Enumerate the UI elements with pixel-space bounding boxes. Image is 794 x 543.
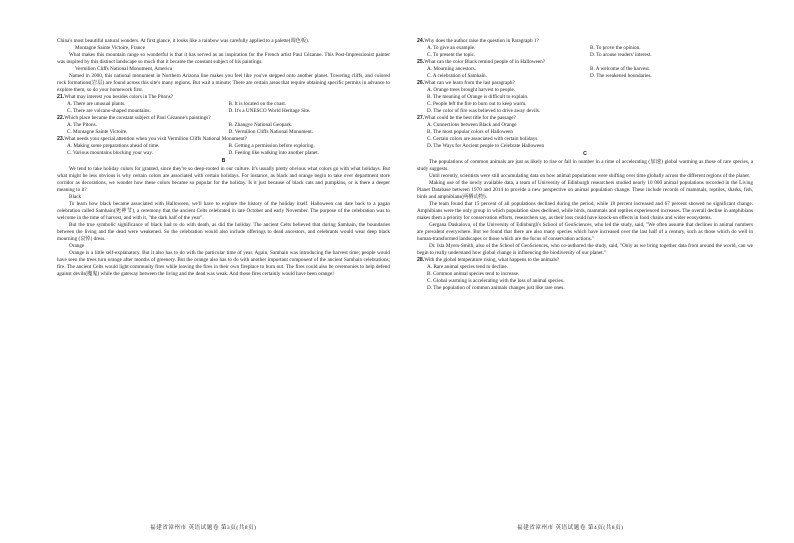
- option-a[interactable]: A. The Pitons.: [67, 122, 97, 128]
- option-d[interactable]: D. The Ways for Ancient people to Celebrate Halloween: [427, 143, 545, 149]
- sainte-victoire-heading: Montagne Sainte Victoire, France: [75, 45, 145, 51]
- left-column: [57, 38, 390, 278]
- question-24: [417, 38, 753, 59]
- option-c[interactable]: C. Various mountains blocking your way.: [67, 150, 153, 156]
- question-number: 21.: [57, 94, 65, 100]
- section-b-heading: B: [221, 158, 226, 164]
- passage-b-paragraph-2: To learn how black became associated with Halloween, we'll have to explore the history of the holiday itself. Halloween can date back to a pagan celebration called Samhain(死神节), a ceremony that the ancient Celts celebrated in late October and early November. The purpose of the celebration was to welcome in the time of harvest, and with it, "the dark half of the year".: [57, 201, 390, 221]
- option-a[interactable]: A. Mourning ancestors.: [427, 66, 476, 72]
- vermilion-cliffs-paragraph: Named in 2000, this national monument in Northern Arizona line makes you feel like you've stepped onto another planet. Towering cliffs, and colored rock formations(岩层) are found across this site's many regions. But wait a minute; There are certain areas that require obtaining specific permits in advance to explore them, so do your homework first.: [57, 73, 390, 93]
- option-d[interactable]: D. The population of common animals changes just like rare ones.: [427, 285, 565, 291]
- question-stem: Which place became the constant subject of Paul Cézanne's paintings?: [64, 115, 211, 121]
- page-footer-left: 福建省漳州市 英语试题卷 第3页(共8页): [150, 525, 257, 531]
- option-d[interactable]: D. The color of fire was believed to drive away devils.: [427, 108, 541, 114]
- option-c[interactable]: C. A celebration of Samhain.: [427, 73, 487, 79]
- question-22: [57, 115, 390, 136]
- option-a[interactable]: A. Rare animal species tend to decline.: [427, 264, 508, 270]
- question-stem: What could be the best title for the passage?: [424, 115, 516, 121]
- question-number: 24.: [417, 38, 425, 44]
- question-stem: What can we learn from the last paragraph?: [424, 80, 515, 86]
- passage-c-paragraph-2: Until recently, scientists were still accumulating data on how animal populations were shifting over time globally across the different regions of the planet.: [429, 173, 751, 179]
- option-c[interactable]: C. To present the topic.: [427, 52, 476, 58]
- option-a[interactable]: A. Making some preparations ahead of time.: [67, 143, 160, 149]
- option-a[interactable]: A. To give an example.: [427, 45, 476, 51]
- option-b[interactable]: B. Zhangye National Geopark.: [228, 122, 293, 128]
- sainte-victoire-paragraph: What makes this mountain range so wonderful is that it has served as an inspiration for the French artist Paul Cézanne. This Post-Impressionist painter was inspired by this distinct landscape so much that it became the constant subject of his paintings.: [57, 52, 390, 65]
- option-d[interactable]: D. Feeling like walking into another planet.: [228, 150, 319, 156]
- option-c[interactable]: C. Global warming is accelerating with the loss of animal species.: [427, 278, 565, 284]
- option-c[interactable]: C. Certain colors are associated with certain holidays: [427, 136, 538, 142]
- option-b[interactable]: B. The most popular colors of Halloween: [427, 129, 513, 135]
- question-21: [57, 94, 390, 115]
- passage-b-paragraph-3: But the true symbolic significance of black had to do with death, as did the holiday. The ancient Celts believed that during Samhain, the boundaries between the living and the dead were weakened. So the celebration would also include offerings to dead ancestors, and celebrants would wear deep black mourning (哀悼) dress.: [57, 222, 390, 242]
- option-b[interactable]: B. It is located on the coast.: [228, 101, 287, 107]
- question-number: 22.: [57, 115, 65, 121]
- option-b[interactable]: B. To prove the opinion.: [590, 45, 641, 51]
- question-stem: Why does the author raise the question in Paragraph 1?: [424, 38, 539, 44]
- question-23: [57, 136, 390, 157]
- passage-c-paragraph-6: Dr. Isla Myers-Smith, also of the School of GeoSciences, who co-authored the study, said, "Only as we bring together data from around the world, can we begin to really understand how global change is influencing the biodiversity of our planet.": [417, 243, 753, 256]
- option-b[interactable]: B. Getting a permission before exploring.: [228, 143, 315, 149]
- section-c-heading: C: [583, 151, 587, 157]
- option-a[interactable]: A. Orange trees brought harvest to people.: [427, 87, 516, 93]
- question-number: 26.: [417, 80, 425, 86]
- question-27: [417, 115, 753, 150]
- question-stem: What needs your special attention when you visit Vermilion Cliffs National Monument?: [64, 136, 247, 142]
- option-a[interactable]: A. Connections between Black and Orange: [427, 122, 517, 128]
- option-d[interactable]: D. It's a UNESCO World Heritage Site.: [228, 108, 311, 114]
- option-b[interactable]: B. Common animal species tend to increase.: [427, 271, 520, 277]
- question-number: 27.: [417, 115, 425, 121]
- question-stem: What may interest you besides colors in The Pitons?: [64, 94, 174, 100]
- passage-c-paragraph-3: Making use of the newly available data, a team of University of Edinburgh researchers studied nearly 10 000 animal populations recorded in the Living Planet Database between 1970 and 2014 to provide a new perspective on animal population change. These include records of mammals, reptiles, sharks, fish, birds and amphibians(两栖动物).: [417, 180, 753, 200]
- right-column: [417, 38, 753, 292]
- question-25: [417, 59, 753, 80]
- question-28: [417, 257, 753, 292]
- option-d[interactable]: D. To arouse readers' interest.: [590, 52, 652, 58]
- option-b[interactable]: B. The meaning of Orange is difficult to explain.: [427, 94, 529, 100]
- passage-c-paragraph-1: The populations of common animals are just as likely to rise or fall in number in a time of accelerating (加速) global warming as those of rare species, a study suggests.: [417, 159, 753, 172]
- passage-c-paragraph-5: Gergana Daskalova, of the University of Edinburgh's School of GeoSciences, who led the study, said, "We often assume that declines in animal numbers are prevalent everywhere. But we found that there are also many species which have increased over the last half of a century, such as those which do well in human-transformed landscapes or those which are the focus of conservation actions.": [417, 222, 753, 242]
- passage-b-paragraph-1: We tend to take holiday colors for granted, since they're so deep-rooted in our culture. It's usually pretty obvious what colors go with what holidays. But what might be less obvious is why certain colors are associated with certain holidays. For instance, as black and orange begin to take over department store corridor as decorations, we wonder how these colors became so popular for the holiday. Is it just because of black cats and pumpkins, or is there a deeper meaning to it?: [57, 166, 390, 193]
- page-footer-right: 福建省漳州市 英语试题卷 第4页(共8页): [517, 525, 624, 531]
- question-number: 28.: [417, 257, 425, 263]
- black-heading: Black: [69, 194, 82, 200]
- option-c[interactable]: C. Montagne Sainte Victoire.: [67, 129, 128, 135]
- question-number: 23.: [57, 136, 65, 142]
- option-d[interactable]: D. The weakened boundaries.: [590, 73, 652, 79]
- option-c[interactable]: C. People left the fire to burn out to keep warm.: [427, 101, 527, 107]
- intro-paragraph: China's most beautiful natural wonders. At first glance, it looks like a rainbow was carefully applied to a palette(调色板).: [57, 38, 310, 44]
- question-26: [417, 80, 753, 115]
- option-a[interactable]: A. There are unusual plants.: [67, 101, 126, 107]
- orange-heading: Orange: [69, 243, 85, 249]
- passage-c-paragraph-4: The team found that 15 percent of all populations declined during the period, while 18 percent increased and 67 percent showed no significant change. Amphibians were the only group in which population sizes declined, while birds, mammals and reptiles experienced increases. The overall decline in amphibians makes them a priority for conservation efforts, researchers say, as their loss could have knock-on effects in food chains and wider ecosystems.: [417, 201, 753, 221]
- question-number: 25.: [417, 59, 425, 65]
- question-stem: What can the color Black remind people of in Halloween?: [424, 59, 546, 65]
- vermilion-cliffs-heading: Vermilion Cliffs National Monument, America: [75, 66, 173, 72]
- option-d[interactable]: D. Vermilion Cliffs National Monument.: [228, 129, 314, 135]
- option-c[interactable]: C. There are volcano-shaped mountains.: [67, 108, 151, 114]
- option-b[interactable]: B. A welcome of the harvest.: [590, 66, 651, 72]
- passage-b-paragraph-4: Orange is a little self-explanatory. But it also has to do with the particular time of year. Again, Samhain was introducing the harvest time; people would have seen the trees turn orange after months of greenery. But the orange also has to do with another important component of the ancient Samhain celebrations; fire. The ancient Celts would light community fires while leaving the fires in their own fireplace to burn out. The fires could also be ceremonies to help defend against devils(魔鬼) while the gateway between the living and the dead was weak. And those fires certainly would have been orange!: [57, 250, 390, 277]
- question-stem: With the global temperature rising, what happens to the animals?: [424, 257, 560, 263]
